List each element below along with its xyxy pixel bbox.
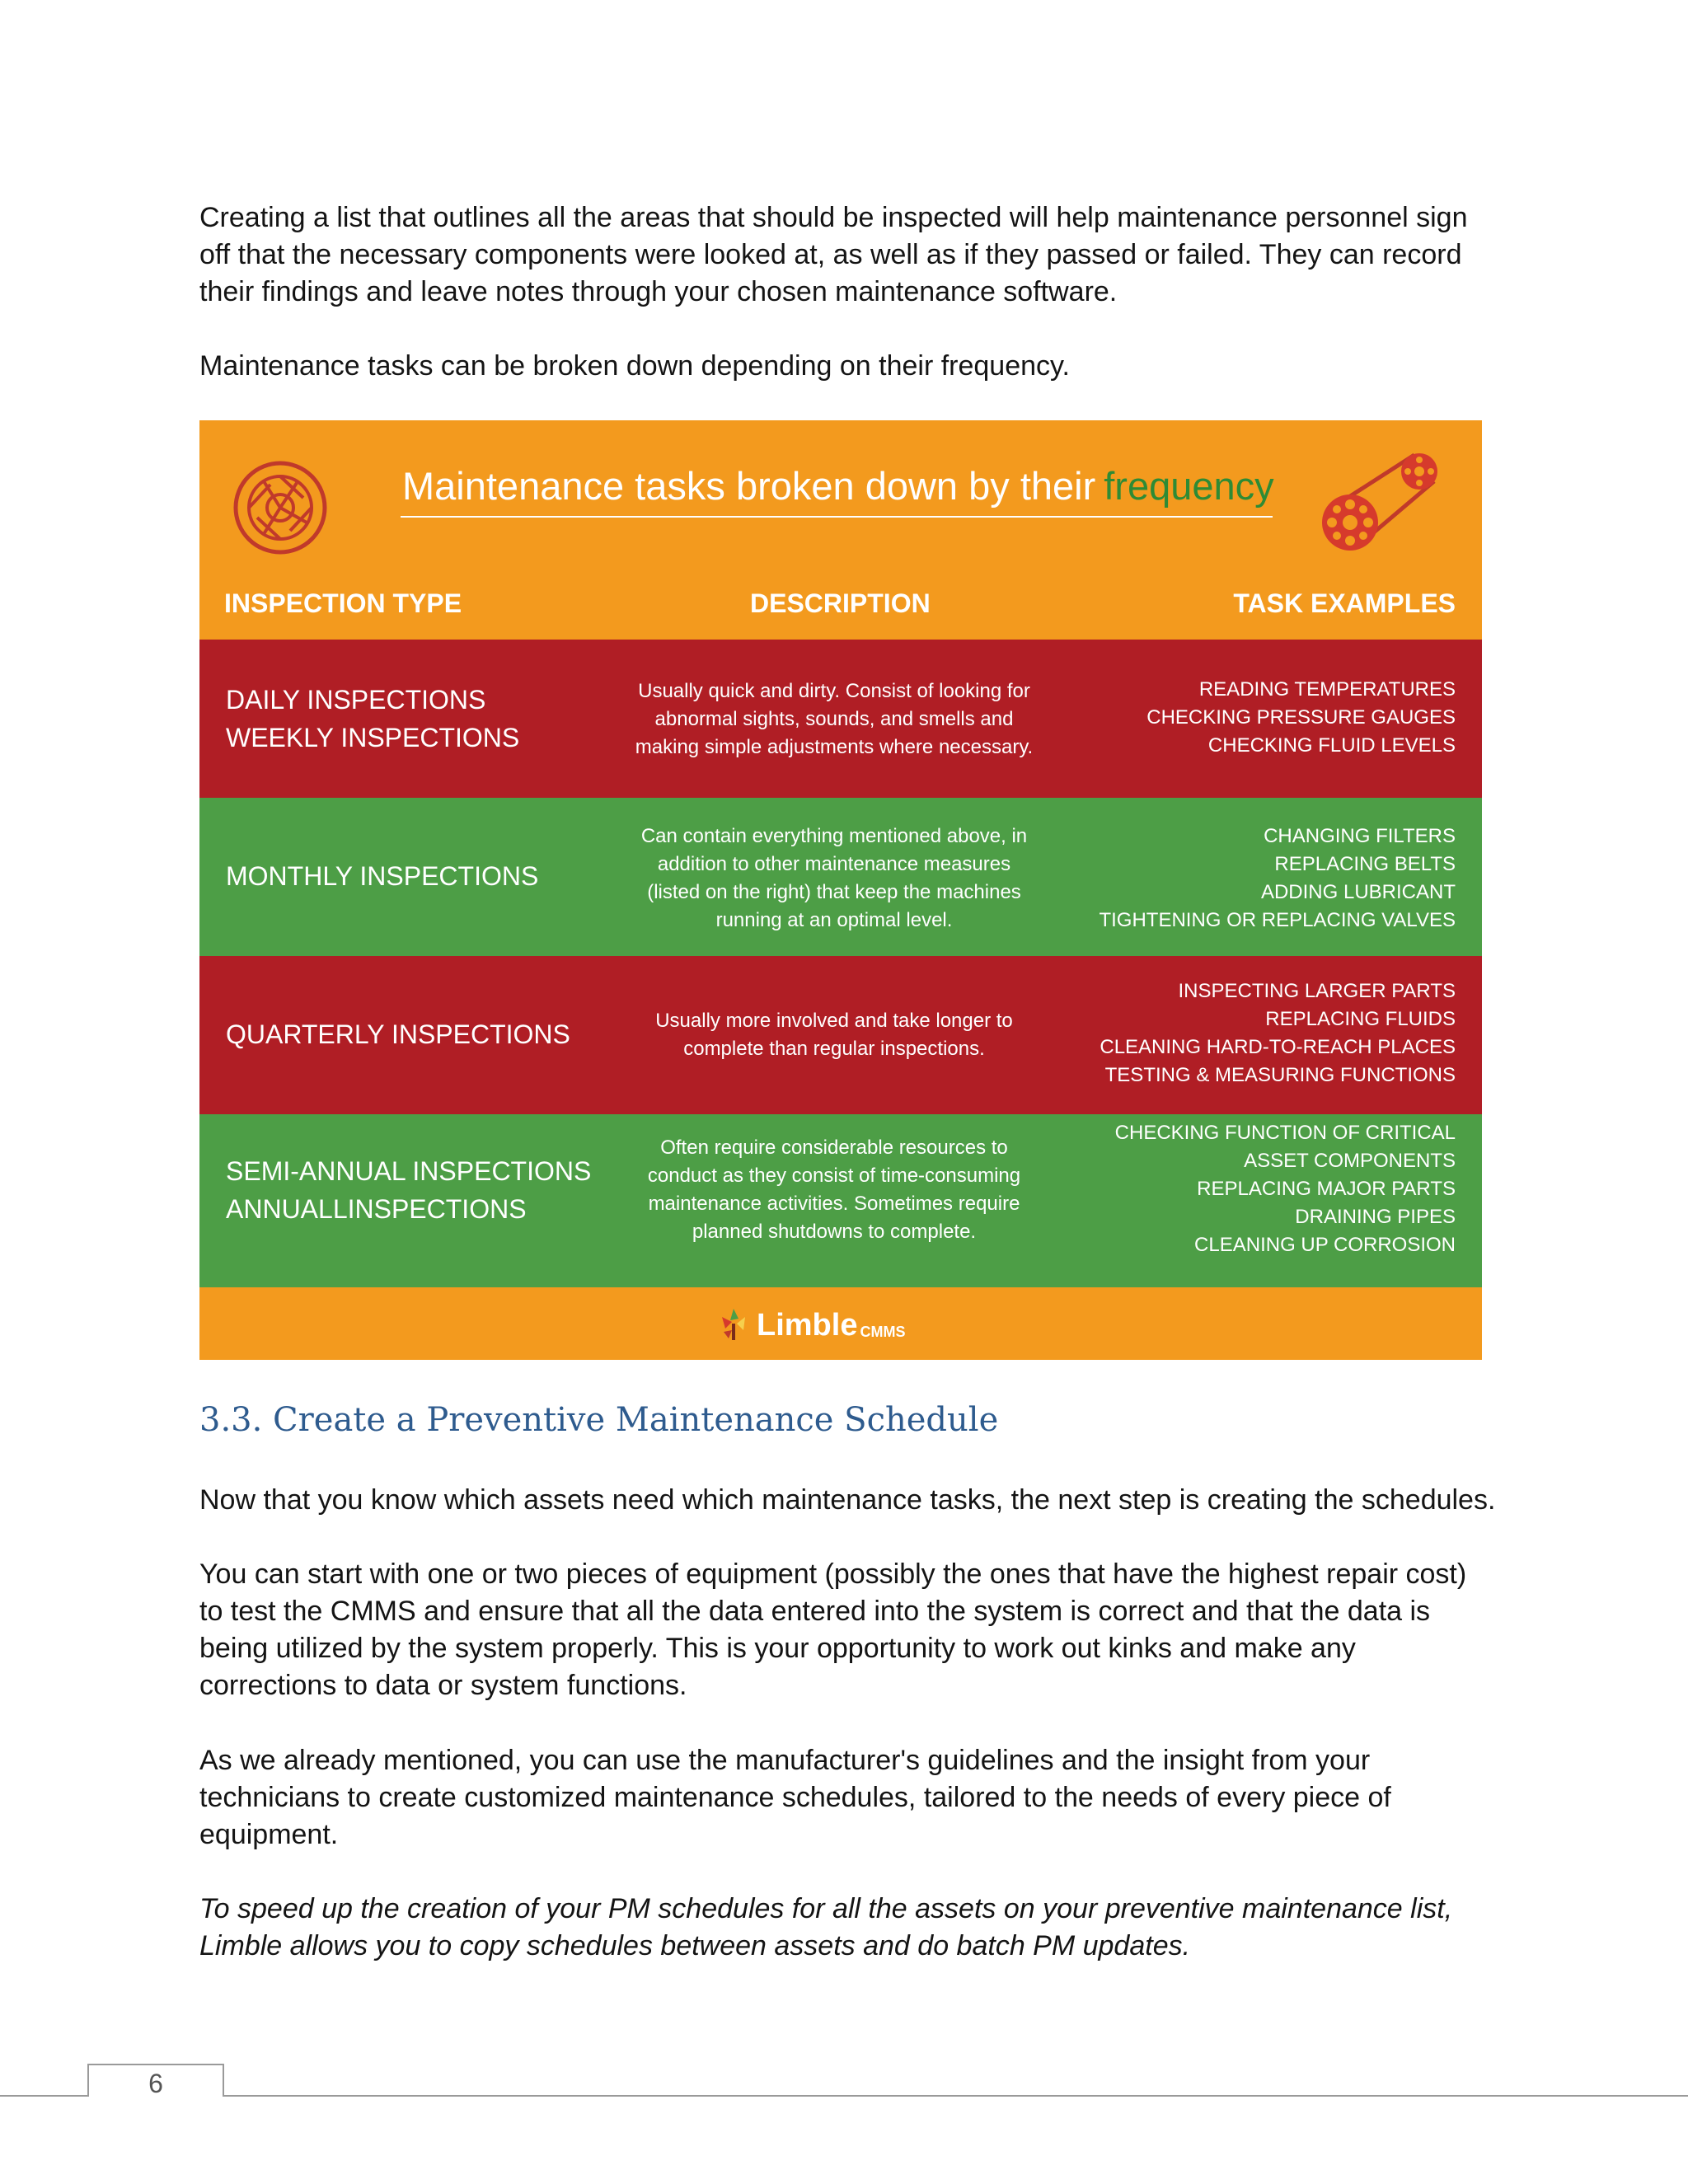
gear-belt-icon — [1317, 450, 1446, 557]
inspection-type: DAILY INSPECTIONS WEEKLY INSPECTIONS — [226, 685, 520, 752]
text-line: Creating a list that outlines all the areas that should be inspected will help maintenance personnel sign — [199, 202, 1468, 233]
task-examples: READING TEMPERATURES CHECKING PRESSURE GAUGES CHECKING FLUID LEVELS — [1146, 678, 1456, 757]
inspection-description: Can contain everything mentioned above, in addition to other maintenance measures (listed on the right) that keep the machines running at an optimal level. — [640, 825, 1028, 931]
column-header-tasks: TASK EXAMPLES — [1233, 588, 1456, 618]
table-row — [199, 956, 1482, 1114]
limble-logo: Limble CMMS — [717, 1305, 905, 1342]
text-line: Now that you know which assets need which maintenance tasks, the next step is creating the schedules. — [199, 1484, 1496, 1516]
column-header-type: INSPECTION TYPE — [224, 588, 462, 618]
inspection-description: Often require considerable resources to conduct as they consist of time-consuming maintenance activities. Sometimes require planned shutdowns to complete. — [647, 1137, 1021, 1243]
text-line: to test the CMMS and ensure that all the data entered into the system is correct and that the data is — [199, 1596, 1431, 1627]
text-line: You can start with one or two pieces of equipment (possibly the ones that have the highest repair cost) — [199, 1558, 1467, 1590]
section-heading: 3.3. Create a Preventive Maintenance Schedule — [199, 1401, 999, 1439]
section-paragraph-italic — [199, 1891, 1493, 1965]
task-examples: INSPECTING LARGER PARTS REPLACING FLUIDS CLEANING HARD-TO-REACH PLACES TESTING & MEASURING FUNCTIONS — [1100, 980, 1456, 1086]
frequency-infographic — [199, 420, 1482, 1360]
inspection-type: QUARTERLY INSPECTIONS — [226, 1019, 570, 1049]
text-line: corrections to data or system functions. — [199, 1670, 687, 1701]
table-row — [199, 1114, 1482, 1287]
text-line: their findings and leave notes through your chosen maintenance software. — [199, 276, 1118, 307]
section-paragraph — [199, 1742, 1493, 1854]
task-examples: CHANGING FILTERS REPLACING BELTS ADDING LUBRICANT TIGHTENING OR REPLACING VALVES — [1099, 825, 1456, 931]
table-row — [199, 798, 1482, 956]
text-line: being utilized by the system properly. This is your opportunity to work out kinks and make any — [199, 1633, 1356, 1664]
inspection-type: MONTHLY INSPECTIONS — [226, 861, 539, 891]
infographic-title: Maintenance tasks broken down by their frequency — [402, 464, 1274, 508]
inspection-type: SEMI-ANNUAL INSPECTIONS ANNUALLINSPECTIONS — [226, 1156, 592, 1224]
infographic-header — [199, 420, 1482, 640]
aperture-icon — [231, 458, 330, 557]
text-line: off that the necessary components were looked at, as well as if they passed or failed. They can record — [199, 239, 1462, 270]
intro-paragraph — [199, 199, 1493, 311]
inspection-description: Usually more involved and take longer to complete than regular inspections. — [655, 1010, 1013, 1060]
text-line: Maintenance tasks can be broken down depending on their frequency. — [199, 350, 1070, 382]
intro-paragraph-frequency — [199, 348, 1493, 385]
infographic-footer — [199, 1287, 1482, 1360]
title-highlight: frequency — [1104, 464, 1274, 508]
title-underline — [401, 516, 1273, 518]
page-number: 6 — [148, 2069, 163, 2098]
column-header-description: DESCRIPTION — [750, 588, 931, 618]
inspection-description: Usually quick and dirty. Consist of looking for abnormal sights, sounds, and smells and making simple adjustments where necessary. — [635, 680, 1034, 758]
text-line: To speed up the creation of your PM schedules for all the assets on your preventive maintenance list, — [199, 1893, 1453, 1924]
text-line: technicians to create customized maintenance schedules, tailored to the needs of every piece of — [199, 1782, 1391, 1813]
footer-rule — [0, 2095, 1688, 2097]
text-line: As we already mentioned, you can use the manufacturer's guidelines and the insight from your — [199, 1745, 1371, 1776]
section-paragraph — [199, 1482, 1496, 1519]
text-line: Limble allows you to copy schedules between assets and do batch PM updates. — [199, 1930, 1191, 1961]
section-paragraph — [199, 1556, 1493, 1704]
text-line: equipment. — [199, 1819, 339, 1850]
table-row — [199, 640, 1482, 798]
limble-leaf-icon — [717, 1305, 750, 1342]
task-examples: CHECKING FUNCTION OF CRITICAL ASSET COMPONENTS REPLACING MAJOR PARTS DRAINING PIPES CLEANING UP CORROSION — [1114, 1122, 1456, 1256]
